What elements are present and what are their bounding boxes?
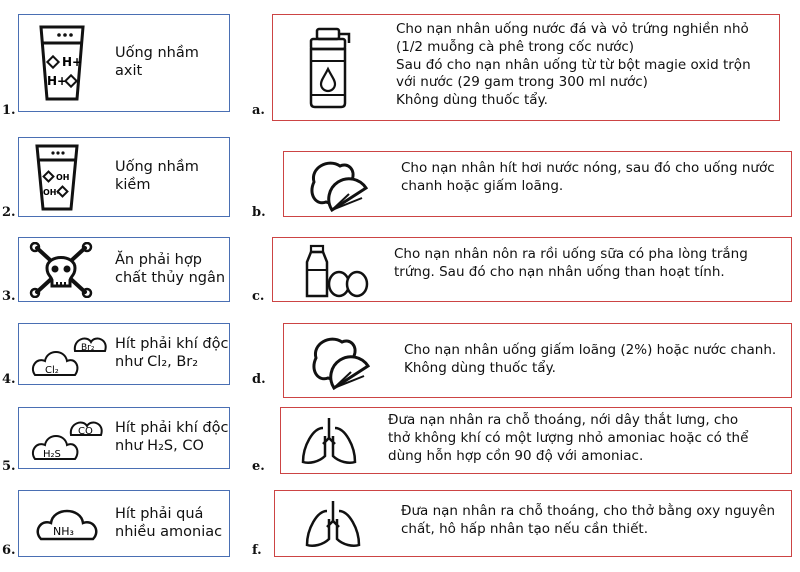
svg-text:Br₂: Br₂ (81, 343, 95, 353)
svg-text:Cl₂: Cl₂ (45, 365, 59, 376)
poison-label: Hít phải khí độc như H₂S, CO (115, 420, 229, 454)
water-bottle-icon (303, 27, 359, 109)
glass-base-icon (27, 143, 87, 213)
poison-label: Uống nhầm axit (115, 45, 199, 79)
svg-text:OH: OH (56, 173, 70, 182)
item-number-4: 4. (2, 372, 16, 387)
item-number-3: 3. (2, 289, 16, 304)
remedy-text: Cho nạn nhân hít hơi nước nóng, sau đó cho uống nước chanh hoặc giấm loãng. (401, 160, 775, 194)
svg-text:CO: CO (78, 426, 93, 437)
poison-card-mercury (18, 237, 230, 302)
remedy-card-f (274, 490, 792, 557)
item-letter-b: b. (252, 205, 266, 220)
remedy-card-d (283, 323, 792, 398)
remedy-text: Đưa nạn nhân ra chỗ thoáng, nới dây thắt lưng, cho thở không khí có một lượng nhỏ amoniac hoặc có thể dùng hỗn hợp cồn 90 độ với amoniac. (388, 412, 749, 464)
gas-cloud-icon (29, 329, 113, 381)
remedy-card-c (272, 237, 792, 302)
poison-label: Hít phải quá nhiều amoniac (115, 505, 223, 540)
lemon-icon (306, 332, 370, 392)
lungs-icon (303, 499, 363, 551)
item-number-6: 6. (2, 543, 16, 558)
svg-text:NH₃: NH₃ (53, 525, 74, 538)
skull-crossbones-icon (27, 242, 95, 298)
gas-cloud-icon (29, 413, 113, 465)
poison-label: Uống nhầm kiềm (115, 159, 199, 193)
svg-text:H₂S: H₂S (43, 449, 61, 460)
item-letter-e: e. (252, 459, 265, 474)
poison-card-base (18, 137, 230, 217)
gas-cloud-icon (33, 501, 103, 545)
remedy-text: Đưa nạn nhân ra chỗ thoáng, cho thở bằng oxy nguyên chất, hô hấp nhân tạo nếu cần thiết. (401, 503, 776, 537)
remedy-text: Cho nạn nhân uống giấm loãng (2%) hoặc nước chanh. Không dùng thuốc tẩy. (404, 342, 777, 376)
remedy-text: Cho nạn nhân nôn ra rồi uống sữa có pha lòng trắng trứng. Sau đó cho nạn nhân uống than hoạt tính. (394, 246, 748, 280)
poison-label: Hít phải khí độc như Cl₂, Br₂ (115, 336, 229, 370)
lungs-icon (299, 416, 359, 468)
item-number-5: 5. (2, 459, 16, 474)
remedy-card-b (283, 151, 792, 217)
item-letter-c: c. (252, 289, 265, 304)
svg-text:H+: H+ (62, 55, 83, 69)
poison-card-cl2-br2 (18, 323, 230, 385)
item-letter-f: f. (252, 543, 262, 558)
item-number-1: 1. (2, 103, 16, 118)
svg-text:OH-: OH- (43, 188, 60, 197)
milk-eggs-icon (301, 244, 373, 298)
poison-card-acid (18, 14, 230, 112)
poison-card-h2s-co (18, 407, 230, 469)
poison-card-ammonia (18, 490, 230, 557)
item-number-2: 2. (2, 205, 16, 220)
remedy-text: Cho nạn nhân uống nước đá và vỏ trứng nghiền nhỏ (1/2 muỗng cà phê trong cốc nước) Sau đó cho nạn nhân uống từ từ bột magie oxid trộn với nước (29 gam trong 300 ml nước) Không dùng thuốc tẩy. (396, 21, 751, 109)
item-letter-d: d. (252, 372, 266, 387)
item-letter-a: a. (252, 103, 265, 118)
remedy-card-a (272, 14, 780, 121)
glass-acid-icon (27, 23, 97, 103)
remedy-card-e (280, 407, 792, 474)
lemon-icon (304, 158, 368, 212)
svg-text:H+: H+ (47, 74, 68, 88)
poison-label: Ăn phải hợp chất thủy ngân (115, 251, 226, 286)
